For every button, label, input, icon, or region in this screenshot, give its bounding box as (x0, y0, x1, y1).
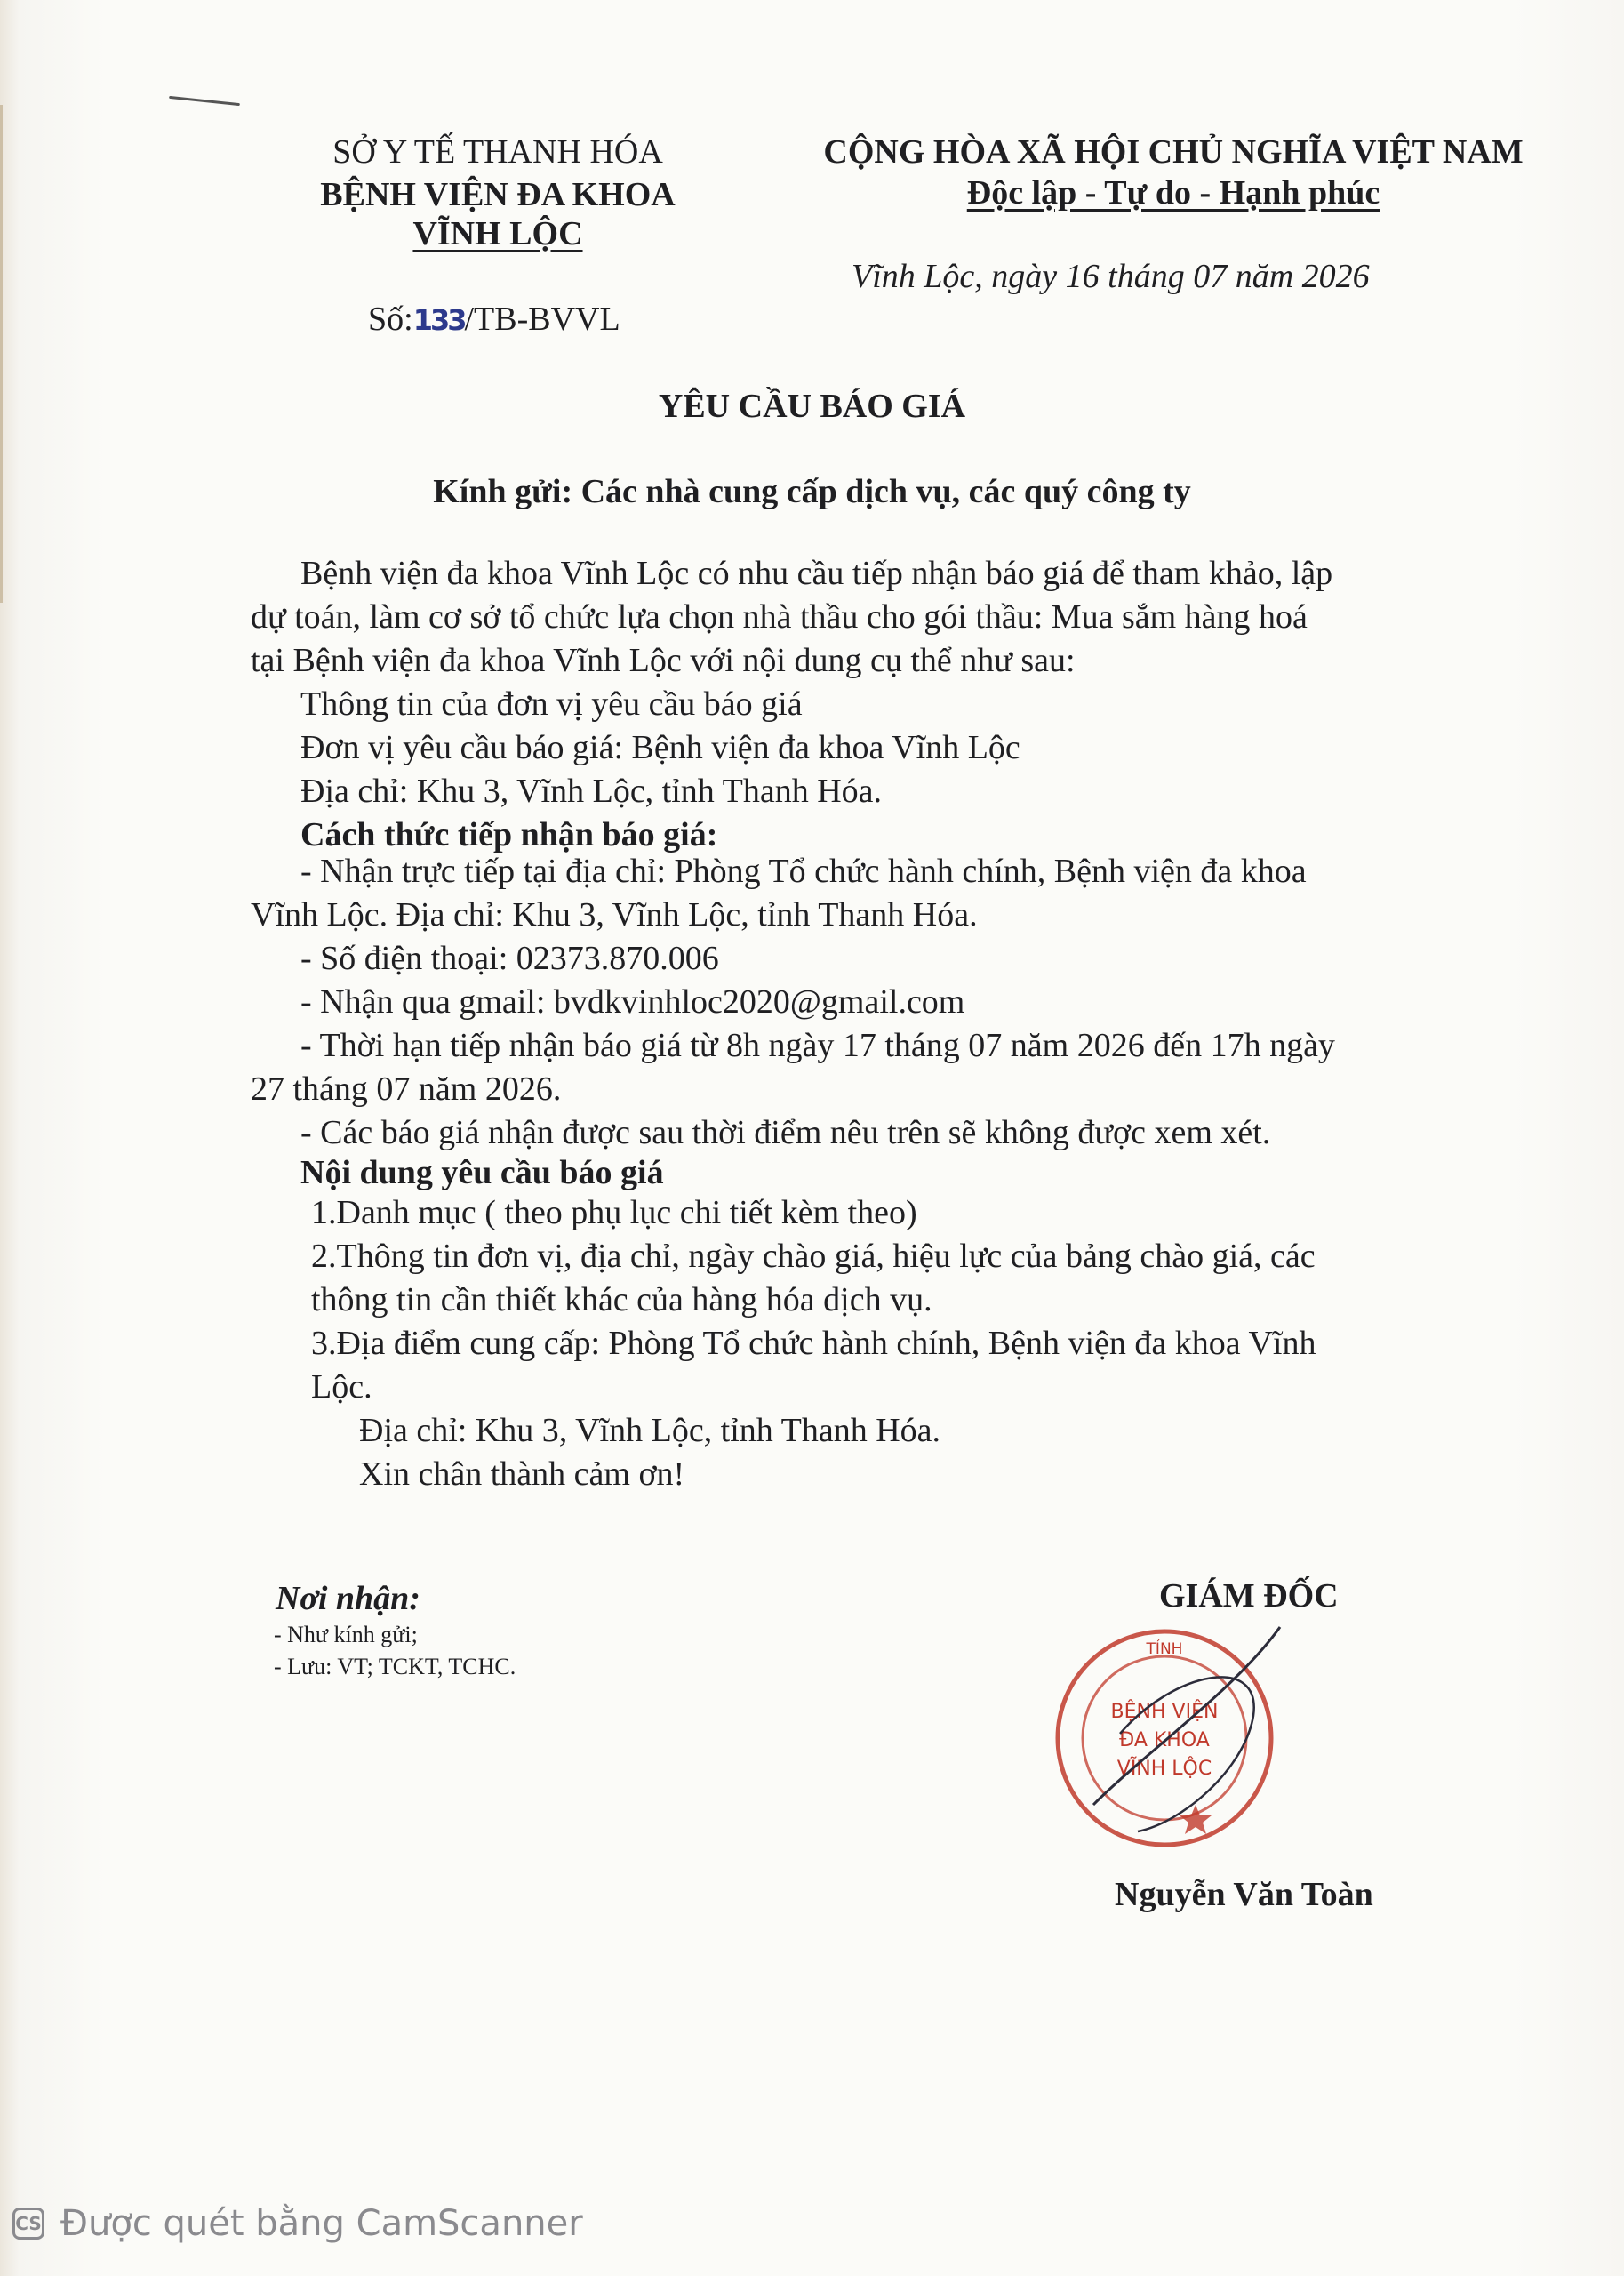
recipients-line-1: - Như kính gửi; (274, 1622, 418, 1647)
seal-line-3: VĨNH LỘC (1116, 1758, 1212, 1780)
unit-address: Địa chỉ: Khu 3, Vĩnh Lộc, tỉnh Thanh Hóa. (300, 773, 882, 810)
content-heading: Nội dung yêu cầu báo giá (300, 1154, 664, 1191)
scan-edge (0, 105, 3, 603)
method-item-1-line-2: Vĩnh Lộc. Địa chỉ: Khu 3, Vĩnh Lộc, tỉnh Thanh Hóa. (251, 896, 978, 934)
requesting-unit: Đơn vị yêu cầu báo giá: Bệnh viện đa khoa Vĩnh Lộc (300, 729, 1020, 766)
hospital-name-line1: BỆNH VIỆN ĐA KHOA (320, 176, 676, 213)
place-date: Vĩnh Lộc, ngày 16 tháng 07 năm 2026 (852, 258, 1370, 295)
intro-line-1: Bệnh viện đa khoa Vĩnh Lộc có nhu cầu tiếp nhận báo giá để tham khảo, lập (300, 555, 1333, 592)
official-seal (1040, 1618, 1289, 1858)
content-item-1: 1.Danh mục ( theo phụ lục chi tiết kèm theo) (311, 1194, 917, 1231)
deadline-line-1: - Thời hạn tiếp nhận báo giá từ 8h ngày 17 tháng 07 năm 2026 đến 17h ngày (300, 1027, 1335, 1064)
deadline-line-2: 27 tháng 07 năm 2026. (251, 1070, 562, 1108)
ref-suffix: /TB-BVVL (464, 301, 620, 338)
hospital-name-line2-text: VĨNH LỘC (412, 215, 583, 252)
hospital-name-line2 (284, 213, 711, 254)
national-motto-text: Độc lập - Tự do - Hạnh phúc (966, 174, 1380, 212)
camscanner-watermark (12, 2203, 583, 2244)
department-name: SỞ Y TẾ THANH HÓA (332, 133, 663, 171)
late-submission-note: - Các báo giá nhận được sau thời điểm nêu trên sẽ không được xem xét. (300, 1114, 1271, 1151)
email-address: - Nhận qua gmail: bvdkvinhloc2020@gmail.com (300, 983, 965, 1021)
content-item-3-line-2: Lộc. (311, 1368, 372, 1406)
pen-mark (169, 96, 240, 106)
seal-line-1: BỆNH VIỆN (1110, 1701, 1219, 1723)
content-item-3-line-1: 3.Địa điểm cung cấp: Phòng Tổ chức hành chính, Bệnh viện đa khoa Vĩnh (311, 1325, 1316, 1362)
recipients-heading: Nơi nhận: (276, 1580, 420, 1617)
delivery-address: Địa chỉ: Khu 3, Vĩnh Lộc, tỉnh Thanh Hóa. (359, 1412, 940, 1449)
seal-top-text: TỈNH (1146, 1640, 1183, 1658)
info-heading: Thông tin của đơn vị yêu cầu báo giá (300, 685, 803, 723)
recipient-line: Kính gửi: Các nhà cung cấp dịch vụ, các quý công ty (433, 473, 1191, 510)
signer-name: Nguyễn Văn Toàn (1115, 1876, 1373, 1913)
phone-number: - Số điện thoại: 02373.870.006 (300, 940, 719, 977)
seal-line-2: ĐA KHOA (1119, 1729, 1210, 1751)
intro-line-3: tại Bệnh viện đa khoa Vĩnh Lộc với nội dung cụ thể như sau: (251, 642, 1076, 679)
method-item-1-line-1: - Nhận trực tiếp tại địa chỉ: Phòng Tổ chức hành chính, Bệnh viện đa khoa (300, 853, 1307, 890)
camscanner-logo-icon: CS (12, 2208, 44, 2240)
national-motto (764, 172, 1582, 213)
document-title: YÊU CẦU BÁO GIÁ (658, 388, 966, 425)
content-item-2-line-1: 2.Thông tin đơn vị, địa chỉ, ngày chào giá, hiệu lực của bảng chào giá, các (311, 1238, 1316, 1275)
content-item-2-line-2: thông tin cần thiết khác của hàng hóa dịch vụ. (311, 1281, 932, 1318)
closing-thanks: Xin chân thành cảm ơn! (359, 1455, 685, 1493)
country-name: CỘNG HÒA XÃ HỘI CHỦ NGHĨA VIỆT NAM (823, 133, 1524, 171)
reference-number (368, 299, 620, 341)
signer-title: GIÁM ĐỐC (1159, 1577, 1339, 1615)
ref-number-handwritten: 133 (412, 303, 465, 337)
ref-prefix: Số: (368, 301, 413, 338)
recipients-line-2: - Lưu: VT; TCKT, TCHC. (274, 1654, 516, 1679)
method-heading: Cách thức tiếp nhận báo giá: (300, 816, 718, 854)
intro-line-2: dự toán, làm cơ sở tổ chức lựa chọn nhà thầu cho gói thầu: Mua sắm hàng hoá (251, 598, 1308, 636)
camscanner-text: Được quét bằng CamScanner (60, 2203, 583, 2244)
